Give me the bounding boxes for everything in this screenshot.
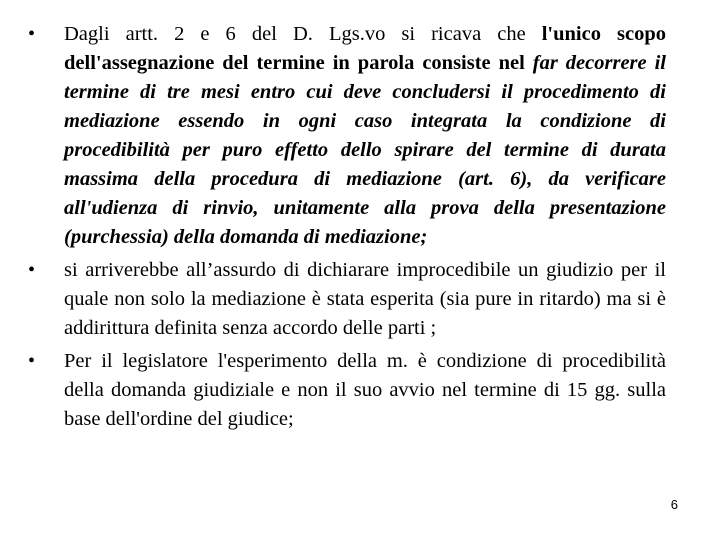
- bullet-dot: •: [28, 23, 36, 45]
- bullet-text-normal: Per il legislatore l'esperimento della m. è condizione di procedibilità della domanda giudiziale e non il suo avvio nel termine di 15 gg. sulla base dell'ordine del giudice;: [64, 350, 666, 430]
- bullet-dot: •: [28, 350, 36, 372]
- bullet-text-bold: l'unico scopo dell'assegnazione del termine in parola consiste nel: [64, 23, 667, 74]
- bullet-dot: •: [28, 259, 36, 281]
- bullet-text-bold-italic: far decorrere il termine di tre mesi entro cui deve concludersi il procedimento di mediazione essendo in ogni caso integrata la condizione di procedibilità per puro effetto dello spirare del termine di durata massima della procedura di mediazione (art. 6), da verificare all'udienza di rinvio, unitamente alla prova della presentazione (purchessia) della domanda di mediazione;: [64, 52, 666, 248]
- page-number: 6: [670, 497, 678, 512]
- bullet-item: [28, 20, 666, 252]
- bullet-text-normal: Dagli artt. 2 e 6 del D. Lgs.vo si ricava che: [64, 23, 542, 45]
- bullet-item: [28, 256, 666, 343]
- bullet-list: [28, 20, 666, 438]
- bullet-item: [28, 347, 666, 434]
- bullet-text-normal: si arriverebbe all’assurdo di dichiarare improcedibile un giudizio per il quale non solo la mediazione è stata esperita (sia pure in ritardo) ma si è addirittura definita senza accordo delle parti ;: [64, 259, 666, 339]
